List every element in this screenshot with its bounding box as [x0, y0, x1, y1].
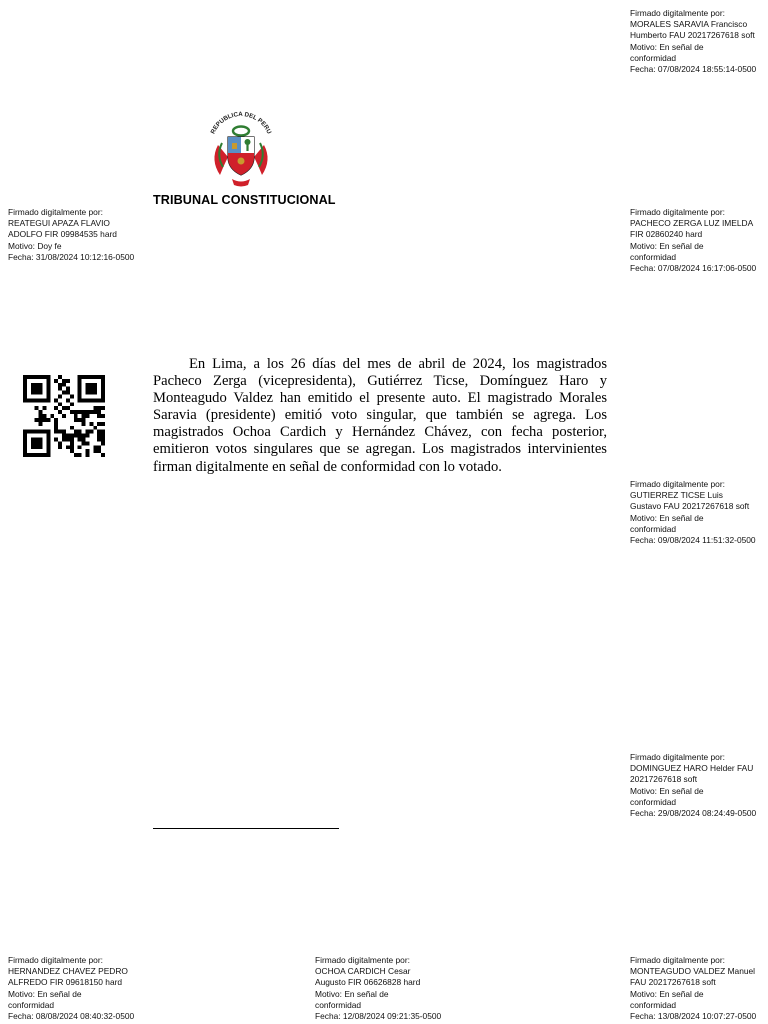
- sig-line: Motivo: En señal de: [315, 988, 389, 999]
- sig-line: Firmado digitalmente por:: [630, 8, 725, 18]
- emblem-arc-text: REPUBLICA DEL PERU: [209, 110, 273, 136]
- sig-line: Humberto FAU 20217267618 soft: [630, 30, 755, 41]
- qr-code-icon[interactable]: [22, 375, 106, 457]
- sig-line: Firmado digitalmente por:: [630, 479, 725, 489]
- sig-line: PACHECO ZERGA LUZ IMELDA: [630, 218, 754, 229]
- signature-block-dominguez: [630, 752, 768, 819]
- sig-line: conformidad: [630, 52, 677, 63]
- sig-line: Gustavo FAU 20217267618 soft: [630, 501, 750, 512]
- sig-line: Fecha: 31/08/2024 10:12:16-0500: [8, 251, 135, 262]
- svg-text:REPUBLICA DEL PERU: [210, 111, 273, 136]
- signature-block-reategui: [8, 207, 158, 263]
- sig-line: conformidad: [630, 999, 677, 1010]
- sig-line: Motivo: En señal de: [630, 785, 704, 796]
- sig-line: Firmado digitalmente por:: [8, 207, 103, 217]
- sig-line: Motivo: En señal de: [630, 988, 704, 999]
- sig-line: GUTIERREZ TICSE Luis: [630, 490, 723, 501]
- sig-line: Fecha: 12/08/2024 09:21:35-0500: [315, 1011, 442, 1022]
- sig-line: 20217267618 soft: [630, 774, 698, 785]
- sig-line: Fecha: 07/08/2024 16:17:06-0500: [630, 263, 757, 274]
- sig-line: DOMINGUEZ HARO Helder FAU: [630, 763, 754, 774]
- signature-block-morales: [630, 8, 768, 75]
- signature-block-hernandez: [8, 955, 158, 1022]
- sig-line: Fecha: 07/08/2024 18:55:14-0500: [630, 64, 757, 75]
- sig-line: ALFREDO FIR 09618150 hard: [8, 977, 123, 988]
- sig-line: OCHOA CARDICH Cesar: [315, 966, 411, 977]
- sig-line: Firmado digitalmente por:: [630, 207, 725, 217]
- sig-line: conformidad: [630, 523, 677, 534]
- sig-line: Fecha: 13/08/2024 10:07:27-0500: [630, 1011, 757, 1022]
- sig-line: Fecha: 08/08/2024 08:40:32-0500: [8, 1011, 135, 1022]
- sig-line: Firmado digitalmente por:: [8, 955, 103, 965]
- sig-line: conformidad: [8, 999, 55, 1010]
- sig-line: Firmado digitalmente por:: [630, 752, 725, 762]
- signature-block-pacheco: [630, 207, 768, 274]
- sig-line: MORALES SARAVIA Francisco: [630, 19, 748, 30]
- signature-block-gutierrez: [630, 479, 768, 546]
- signature-block-ochoa: [315, 955, 465, 1022]
- sig-line: conformidad: [630, 251, 677, 262]
- sig-line: conformidad: [630, 796, 677, 807]
- sig-line: MONTEAGUDO VALDEZ Manuel: [630, 966, 756, 977]
- sig-line: Augusto FIR 06626828 hard: [315, 977, 421, 988]
- body-paragraph: En Lima, a los 26 días del mes de abril de 2024, los magistrados Pacheco Zerga (vicepresidenta), Gutiérrez Ticse, Domínguez Haro y Monteagudo Valdez han emitido el presente auto. El magistrado Morales Saravia (presidente) emitió voto singular, que también se agrega. Los magistrados Ochoa Cardich y Hernández Chávez, con fecha posterior, emitieron votos singulares que se agregan. Los magistrados intervinientes firman digitalmente en señal de conformidad con lo votado.: [153, 356, 607, 475]
- sig-line: Fecha: 29/08/2024 08:24:49-0500: [630, 808, 757, 819]
- sig-line: conformidad: [315, 999, 362, 1010]
- signature-block-monteagudo: [630, 955, 768, 1022]
- sig-line: Firmado digitalmente por:: [630, 955, 725, 965]
- sig-line: HERNANDEZ CHAVEZ PEDRO: [8, 966, 128, 977]
- institution-name: TRIBUNAL CONSTITUCIONAL: [153, 193, 336, 207]
- sig-line: Motivo: En señal de: [630, 41, 704, 52]
- peru-coat-of-arms-icon: [198, 105, 284, 189]
- sig-line: REATEGUI APAZA FLAVIO: [8, 218, 110, 229]
- sig-line: Motivo: Doy fe: [8, 240, 62, 251]
- sig-line: FIR 02860240 hard: [630, 229, 703, 240]
- footnote-separator: [153, 828, 339, 829]
- sig-line: ADOLFO FIR 09984535 hard: [8, 229, 117, 240]
- sig-line: Fecha: 09/08/2024 11:51:32-0500: [630, 535, 756, 546]
- sig-line: Motivo: En señal de: [8, 988, 82, 999]
- sig-line: Motivo: En señal de: [630, 240, 704, 251]
- sig-line: FAU 20217267618 soft: [630, 977, 716, 988]
- sig-line: Motivo: En señal de: [630, 512, 704, 523]
- sig-line: Firmado digitalmente por:: [315, 955, 410, 965]
